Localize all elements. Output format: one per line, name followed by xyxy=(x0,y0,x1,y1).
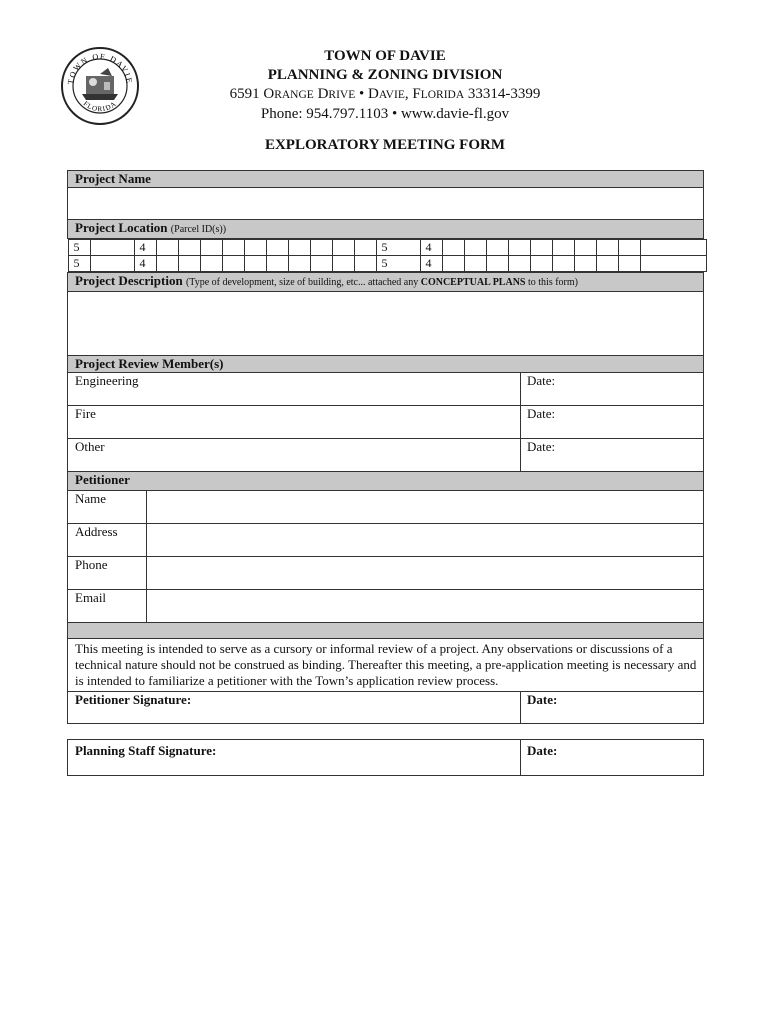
project-description-field[interactable] xyxy=(68,292,704,356)
review-date-field[interactable]: Date: xyxy=(521,406,704,439)
parcel-cell[interactable] xyxy=(508,240,530,256)
hint-bold-text: CONCEPTUAL PLANS xyxy=(420,277,526,288)
project-name-field[interactable] xyxy=(68,188,704,220)
petitioner-row xyxy=(68,491,704,524)
parcel-cell[interactable] xyxy=(530,240,552,256)
petitioner-name-input[interactable] xyxy=(147,491,704,524)
petitioner-signature-row xyxy=(68,692,704,724)
parcel-cell[interactable] xyxy=(266,256,288,272)
address-drive: RIVE xyxy=(328,89,356,101)
parcel-cell[interactable] xyxy=(332,256,354,272)
address-city: AVIE xyxy=(378,89,405,101)
parcel-cell[interactable] xyxy=(222,240,244,256)
petitioner-signature-field[interactable]: Petitioner Signature: xyxy=(68,692,521,724)
svg-text:FLORIDA: FLORIDA xyxy=(81,99,119,114)
parcel-cell[interactable] xyxy=(156,240,178,256)
address-city-initial: D xyxy=(368,86,379,102)
parcel-cell[interactable] xyxy=(288,256,310,272)
project-description-hint xyxy=(186,277,578,288)
phone-web-line: Phone: 954.797.1103 • www.davie-fl.gov xyxy=(260,106,510,122)
petitioner-header: Petitioner xyxy=(68,472,704,491)
parcel-cell[interactable]: 4 xyxy=(420,256,442,272)
petitioner-field-label: Email xyxy=(68,590,147,623)
petitioner-row xyxy=(68,557,704,590)
project-description-header xyxy=(68,273,704,292)
review-member-other[interactable]: Other xyxy=(68,439,521,472)
parcel-cell[interactable] xyxy=(596,240,618,256)
parcel-cell[interactable] xyxy=(486,256,508,272)
parcel-cell[interactable] xyxy=(596,256,618,272)
parcel-cell[interactable] xyxy=(156,256,178,272)
address-zip: 33314-3399 xyxy=(467,86,541,102)
project-location-sublabel: (Parcel ID(s)) xyxy=(170,224,227,235)
parcel-cell[interactable]: 5 xyxy=(68,256,90,272)
parcel-cell[interactable] xyxy=(310,256,332,272)
parcel-cell[interactable]: 5 xyxy=(376,240,420,256)
parcel-cell[interactable]: 4 xyxy=(134,240,156,256)
letterhead xyxy=(0,47,770,124)
staff-signature-table xyxy=(67,739,704,776)
parcel-cell[interactable] xyxy=(442,240,464,256)
parcel-row xyxy=(68,256,706,272)
petitioner-field-label: Address xyxy=(68,524,147,557)
parcel-cell[interactable]: 5 xyxy=(68,240,90,256)
parcel-cell[interactable] xyxy=(464,240,486,256)
parcel-cell[interactable] xyxy=(178,240,200,256)
review-member-row xyxy=(68,406,704,439)
parcel-cell[interactable] xyxy=(244,240,266,256)
project-description-label: Project Description xyxy=(75,273,183,288)
review-members-header: Project Review Member(s) xyxy=(68,356,704,373)
review-member-engineering[interactable]: Engineering xyxy=(68,373,521,406)
petitioner-address-input[interactable] xyxy=(147,524,704,557)
disclaimer-text: This meeting is intended to serve as a cursory or informal review of a project. Any observations or discussions of a technical nature should not be construed as binding. Thereafter this meeting, a pre-application meeting is necessary and is intended to familiarize a petitioner with the Town’s application review process. xyxy=(68,639,704,692)
parcel-cell[interactable] xyxy=(200,256,222,272)
parcel-cell[interactable]: 4 xyxy=(134,256,156,272)
parcel-cell[interactable] xyxy=(618,256,640,272)
parcel-cell[interactable] xyxy=(244,256,266,272)
divider-bar xyxy=(68,623,704,639)
parcel-cell[interactable] xyxy=(552,240,574,256)
division-name: PLANNING & ZONING DIVISION xyxy=(267,67,503,83)
parcel-cell[interactable]: 4 xyxy=(420,240,442,256)
review-date-field[interactable]: Date: xyxy=(521,373,704,406)
parcel-id-grid xyxy=(68,239,704,273)
project-location-header xyxy=(68,220,704,239)
parcel-cell[interactable] xyxy=(178,256,200,272)
parcel-cell[interactable]: 5 xyxy=(376,256,420,272)
parcel-cell[interactable] xyxy=(574,256,596,272)
hint-text-end: to this form) xyxy=(525,277,578,288)
parcel-cell[interactable] xyxy=(640,240,706,256)
address-line: 6591 ORANGE DRIVE • DAVIE, FLORIDA 33314-3399 xyxy=(229,86,541,102)
parcel-cell[interactable] xyxy=(508,256,530,272)
parcel-id-table xyxy=(68,239,707,272)
parcel-cell[interactable] xyxy=(354,240,376,256)
parcel-cell[interactable] xyxy=(90,256,134,272)
parcel-cell[interactable] xyxy=(200,240,222,256)
address-state: LORIDA xyxy=(420,89,465,101)
address-drive-initial: D xyxy=(317,86,329,102)
parcel-cell[interactable] xyxy=(486,240,508,256)
hint-text: (Type of development, size of building, etc... attached any xyxy=(185,277,421,288)
parcel-cell[interactable] xyxy=(464,256,486,272)
parcel-cell[interactable] xyxy=(222,256,244,272)
parcel-cell[interactable] xyxy=(640,256,706,272)
staff-signature-date[interactable]: Date: xyxy=(521,740,704,776)
parcel-cell[interactable] xyxy=(574,240,596,256)
petitioner-signature-date[interactable]: Date: xyxy=(521,692,704,724)
svg-text:TOWN OF DAVIE: TOWN OF DAVIE xyxy=(65,51,135,85)
parcel-cell[interactable] xyxy=(332,240,354,256)
petitioner-field-label: Phone xyxy=(68,557,147,590)
parcel-cell[interactable] xyxy=(266,240,288,256)
parcel-cell[interactable] xyxy=(530,256,552,272)
parcel-row xyxy=(68,240,706,256)
project-name-header: Project Name xyxy=(68,171,704,188)
staff-signature-row xyxy=(68,740,704,776)
review-member-fire[interactable]: Fire xyxy=(68,406,521,439)
form-title: EXPLORATORY MEETING FORM xyxy=(264,137,506,153)
review-date-field[interactable]: Date: xyxy=(521,439,704,472)
address-street: RANGE xyxy=(274,89,314,101)
parcel-cell[interactable] xyxy=(354,256,376,272)
petitioner-row xyxy=(68,524,704,557)
parcel-cell[interactable] xyxy=(552,256,574,272)
parcel-cell[interactable] xyxy=(618,240,640,256)
petitioner-phone-input[interactable] xyxy=(147,557,704,590)
address-state-initial: F xyxy=(412,86,421,102)
meeting-form xyxy=(67,170,704,724)
petitioner-email-input[interactable] xyxy=(147,590,704,623)
parcel-cell[interactable] xyxy=(442,256,464,272)
petitioner-field-label: Name xyxy=(68,491,147,524)
review-member-row xyxy=(68,439,704,472)
address-number: 6591 xyxy=(229,86,260,102)
staff-signature-field[interactable]: Planning Staff Signature: xyxy=(68,740,521,776)
project-location-label: Project Location xyxy=(75,220,168,235)
review-member-row xyxy=(68,373,704,406)
town-name: TOWN OF DAVIE xyxy=(324,48,446,64)
parcel-cell[interactable] xyxy=(288,240,310,256)
petitioner-row xyxy=(68,590,704,623)
address-street-initial: O xyxy=(263,86,275,102)
parcel-cell[interactable] xyxy=(310,240,332,256)
address-bullet: • xyxy=(359,86,365,102)
parcel-cell[interactable] xyxy=(90,240,134,256)
